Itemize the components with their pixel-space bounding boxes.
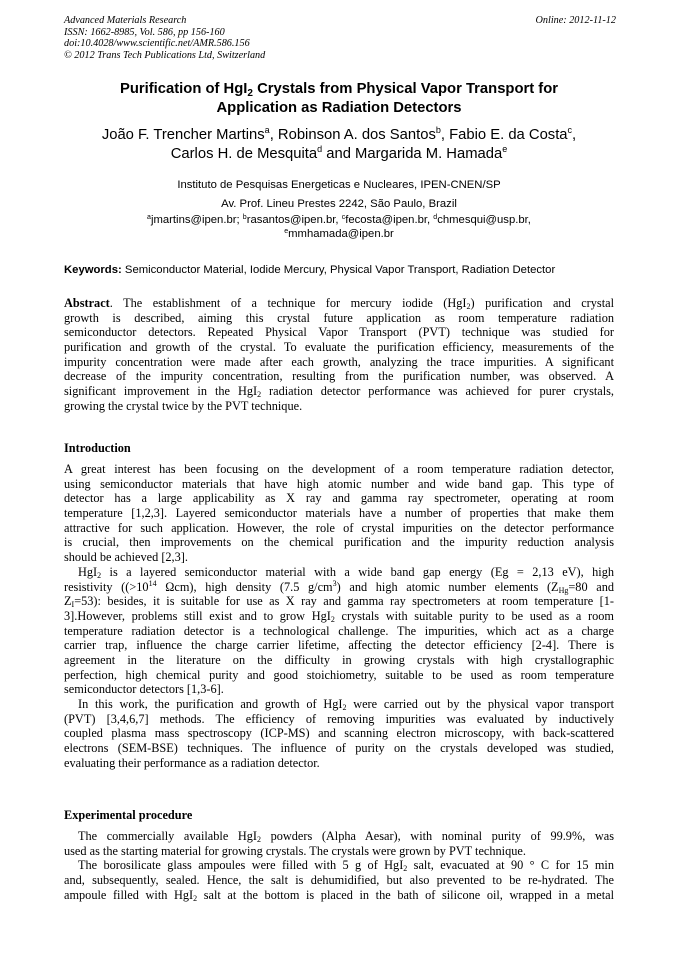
affiliation	[64, 176, 614, 214]
paragraph-line: semiconductor detectors [1,3-6].	[64, 682, 224, 697]
abstract-line: impurity concentration were made after each growth, analyzing the trace impurities. A significant	[64, 354, 614, 369]
paragraph-line	[64, 829, 614, 844]
paragraph-line	[64, 594, 614, 609]
keywords-label: Keywords:	[64, 264, 122, 276]
paragraph-text: ampoule filled with HgI	[64, 887, 194, 902]
title-line-1	[64, 80, 614, 99]
paragraph-text: resistivity ((>10	[64, 579, 149, 594]
paragraph-line: and, subsequently, sealed. Hence, the salt is dehumidified, but also prevented to be re-hydrated. The	[64, 873, 614, 888]
experimental-body	[64, 829, 614, 902]
subscript: Hg	[558, 585, 569, 595]
paragraph-text: were carried out by the physical vapor transport	[346, 697, 614, 711]
paragraph-text: =53): besides, it is suitable for use as X ray and gamma ray spectrometers at room temperature [1-	[74, 594, 614, 609]
keywords-text: Semiconductor Material, Iodide Mercury, Physical Vapor Transport, Radiation Detector	[121, 264, 556, 276]
affiliation-line-2: Av. Prof. Lineu Prestes 2242, São Paulo, Brazil	[221, 198, 457, 210]
abstract-text: . The establishment of a technique for mercury iodide (HgI	[109, 296, 467, 310]
paragraph-text: ) and high atomic number elements (Z	[336, 579, 559, 594]
paragraph-line	[64, 858, 614, 873]
subscript: 2	[97, 570, 102, 580]
paragraph-text: The borosilicate glass ampoules were filled with 5 g of HgI	[78, 858, 404, 873]
journal-name: Advanced Materials Research	[64, 15, 187, 26]
subscript: 2	[342, 703, 347, 712]
title-subscript: 2	[247, 88, 253, 99]
emails-line-2	[64, 227, 614, 241]
title-text: Purification of HgI	[119, 81, 248, 97]
email-address: jmartins@ipen.br;	[150, 214, 243, 226]
paragraph-text: The commercially available HgI	[78, 829, 257, 843]
paragraph-line	[64, 565, 614, 580]
email-marker: b	[242, 214, 247, 221]
journal-info	[64, 15, 265, 61]
paragraph-text: crystals with suitable purity to be used as a room	[334, 608, 614, 623]
title-line-2: Application as Radiation Detectors	[216, 100, 462, 116]
paragraph-line: detector has a large applicability as X ray and gamma ray spectrometer, operating at room	[64, 491, 614, 506]
paragraph-line: attractive for such application. However, the role of crystal impurities on the detector performance	[64, 520, 614, 535]
title-text: Crystals from Physical Vapor Transport for	[252, 81, 559, 97]
section-heading-experimental: Experimental procedure	[64, 808, 193, 822]
paragraph-text: =80 and	[568, 579, 614, 594]
email-address: chmesqui@usp.br,	[437, 214, 531, 226]
emails-line-1	[64, 213, 614, 227]
paragraph-line: perfection, high chemical purity and good stoichiometry, suitable to be used as room temperature	[64, 667, 614, 682]
abstract-line: decrease of the impurity concentration, resulting from the purification number, was observed. A	[64, 369, 614, 384]
author-affil-marker: d	[317, 144, 323, 154]
author-affil-marker: c	[567, 125, 573, 135]
paragraph-line: coupled plasma mass spectroscopy (ICP-MS) and scanning electron microscopy, with back-scattered	[64, 726, 614, 741]
email-marker: c	[341, 214, 346, 221]
paragraph-text: powders (Alpha Aesar), with nominal purity of 99.9%, was	[260, 829, 614, 843]
paragraph-text: In this work, the purification and growth of HgI	[78, 697, 343, 711]
author-name: João F. Trencher Martins	[101, 127, 265, 143]
author-affil-marker: a	[264, 125, 270, 135]
paragraph-text: is a layered semiconductor material with a wide band gap energy (Eg = 2,13 eV), high	[101, 564, 614, 579]
paragraph-line: temperature [1,2,3]. Layered semiconductor materials have a number of properties that make them	[64, 506, 614, 521]
paragraph-text: 3].However, problems still exist and to grow HgI	[64, 608, 331, 623]
subscript: 2	[256, 835, 261, 844]
abstract-line: purification and growth of the crystal. To evaluate the purification efficiency, measurements of the	[64, 340, 614, 355]
abstract-label: Abstract	[64, 296, 110, 310]
abstract-line: semiconductor detectors. Repeated Physical Vapor Transport (PVT) technique was studied for	[64, 325, 614, 340]
author-separator: ,	[572, 127, 577, 143]
section-heading-introduction: Introduction	[64, 441, 131, 455]
email-address: fecosta@ipen.br,	[345, 214, 434, 226]
paper-title	[64, 80, 614, 118]
author-name: and Margarida M. Hamada	[322, 146, 503, 162]
email-marker: d	[433, 214, 438, 221]
paragraph-line: using semiconductor materials that have high atomic number and wide band gap. This type of	[64, 476, 614, 491]
subscript: I	[71, 600, 75, 610]
paragraph-line: evaluating their performance as a radiation detector.	[64, 755, 320, 770]
subscript: 2	[466, 302, 471, 311]
paragraph-line	[64, 580, 614, 595]
introduction-body	[64, 462, 614, 770]
keywords	[64, 263, 624, 277]
paragraph-line: carrier trap, influence the charge carrier lifetime, affecting the detector efficiency [2-4]. There is	[64, 638, 614, 653]
paragraph-line: used as the starting material for growing crystals. The crystals were grown by PVT technique.	[64, 843, 526, 858]
abstract-line	[64, 296, 614, 311]
email-marker: a	[147, 214, 151, 221]
paragraph-text: HgI	[78, 564, 98, 579]
paragraph-line: should be achieved [2,3].	[64, 550, 188, 565]
superscript: 3	[332, 578, 337, 588]
paragraph-text: Z	[64, 594, 72, 609]
paragraph-line: is crucial, then improvements on the chemical purification and the impurity reduction analysis	[64, 535, 614, 550]
email-marker: e	[284, 228, 289, 235]
paragraph-line: electrons (SEM-BSE) techniques. The influence of purity on the crystals developed was studied,	[64, 741, 614, 756]
author-affil-marker: b	[435, 125, 441, 135]
subscript: 2	[257, 390, 262, 400]
author-name: , Fabio E. da Costa	[440, 127, 568, 143]
paragraph-line: (PVT) [3,4,6,7] methods. The efficiency of removing impurities was evaluated by inductively	[64, 711, 614, 726]
online-date: Online: 2012-11-12	[535, 15, 616, 26]
paragraph-text: Ωcm), high density (7.5 g/cm	[156, 579, 333, 594]
author-name: , Robinson A. dos Santos	[269, 127, 436, 143]
authors-line-2	[64, 145, 614, 164]
paragraph-line: temperature radiation detector is a technological challenge. The impurities, which act as a charge	[64, 623, 614, 638]
author-name: Carlos H. de Mesquita	[170, 146, 318, 162]
abstract-text: radiation detector performance was achieved for purer crystals,	[261, 384, 615, 399]
journal-issn: ISSN: 1662-8985, Vol. 586, pp 156-160	[64, 26, 225, 38]
superscript: 14	[148, 578, 157, 588]
author-emails	[64, 213, 614, 241]
abstract-line	[64, 384, 614, 399]
paragraph-line: agreement in the literature on the difficulty in growing crystals with high crystallographic	[64, 652, 614, 667]
abstract	[64, 296, 614, 414]
author-list	[64, 126, 614, 164]
subscript: 2	[330, 614, 335, 624]
paragraph-line	[64, 888, 614, 903]
email-address: rasantos@ipen.br,	[246, 214, 342, 226]
author-affil-marker: e	[502, 144, 508, 154]
journal-copyright: © 2012 Trans Tech Publications Ltd, Switzerland	[64, 49, 266, 61]
abstract-line: growth is described, aiming this crystal future application as room temperature radiation	[64, 310, 614, 325]
paragraph-line: A great interest has been focusing on the development of a room temperature radiation detector,	[64, 462, 614, 476]
abstract-text: ) purification and crystal	[470, 296, 614, 310]
paragraph-text: salt at the bottom is placed in the bath of silicone oil, wrapped in a metal	[197, 887, 614, 902]
subscript: 2	[403, 864, 408, 874]
abstract-line: growing the crystal twice by the PVT technique.	[64, 398, 303, 413]
email-address: mmhamada@ipen.br	[288, 228, 394, 240]
paragraph-line	[64, 609, 614, 624]
subscript: 2	[193, 893, 198, 903]
abstract-text: significant improvement in the HgI	[64, 384, 258, 399]
affiliation-line-1: Instituto de Pesquisas Energeticas e Nucleares, IPEN-CNEN/SP	[177, 179, 501, 191]
authors-line-1	[64, 126, 614, 145]
paragraph-line	[64, 697, 614, 712]
journal-doi: doi:10.4028/www.scientific.net/AMR.586.156	[64, 38, 250, 50]
paragraph-text: salt, evacuated at 90 ° C for 15 min	[407, 858, 614, 873]
